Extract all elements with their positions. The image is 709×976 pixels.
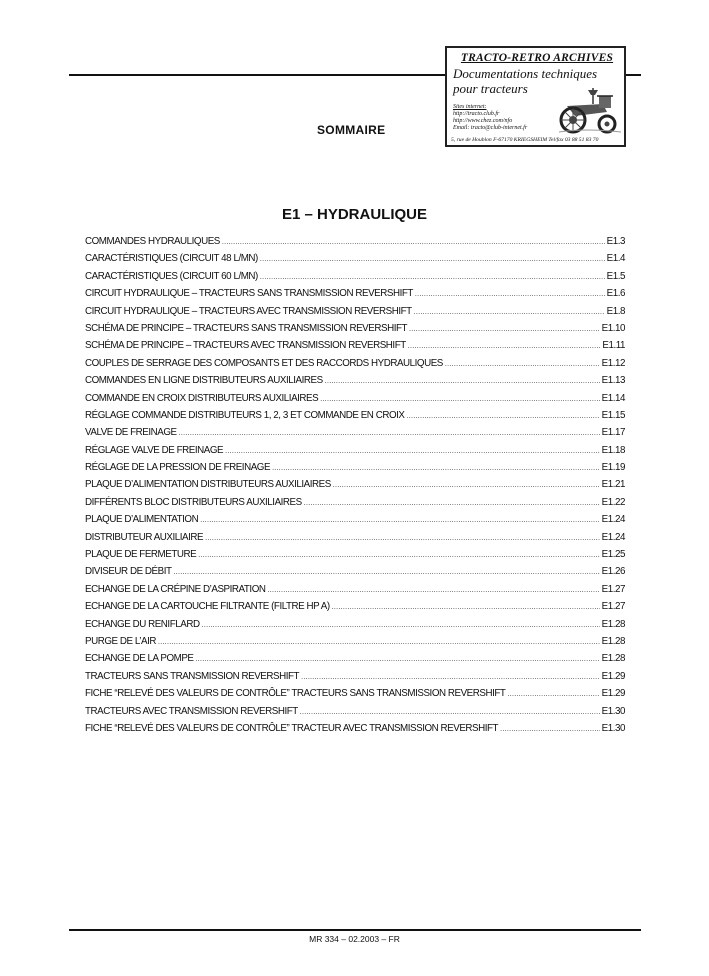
toc-entry-page: E1.5 [606,270,625,282]
toc-entry-label: ECHANGE DU RENIFLARD [85,618,200,630]
toc-entry[interactable] [85,532,625,549]
toc-leader-dots [260,253,605,264]
toc-entry[interactable] [85,497,625,514]
toc-leader-dots [225,445,600,456]
toc-entry-page: E1.11 [602,340,625,352]
toc-entry-page: E1.13 [601,375,625,387]
toc-entry[interactable] [85,288,625,305]
section-title: E1 – HYDRAULIQUE [281,206,428,223]
toc-leader-dots [325,375,600,386]
toc-leader-dots [205,532,600,543]
toc-entry[interactable] [85,636,625,653]
toc-leader-dots [200,514,599,525]
toc-entry[interactable] [85,653,625,670]
stamp-url-1: http://tracto.club.fr [453,111,500,117]
toc-leader-dots [408,340,601,351]
toc-entry-label: SCHÉMA DE PRINCIPE – TRACTEURS SANS TRANSMISSION REVERSHIFT [85,322,408,334]
toc-entry-label: FICHE “RELEVÉ DES VALEURS DE CONTRÔLE” TRACTEUR AVEC TRANSMISSION REVERSHIFT [85,722,499,734]
toc-entry[interactable] [85,393,625,410]
toc-entry[interactable] [85,358,625,375]
toc-leader-dots [222,236,605,247]
toc-leader-dots [332,601,600,612]
toc-entry-page: E1.30 [601,722,625,734]
toc-entry-label: DIFFÉRENTS BLOC DISTRIBUTEURS AUXILIAIRES [85,496,302,508]
toc-entry[interactable] [85,271,625,288]
toc-entry-label: TRACTEURS AVEC TRANSMISSION REVERSHIFT [85,705,298,717]
toc-entry-label: RÉGLAGE COMMANDE DISTRIBUTEURS 1, 2, 3 ET COMMANDE EN CROIX [85,409,405,421]
toc-entry[interactable] [85,584,625,601]
stamp-title: TRACTO-RETRO ARCHIVES [460,52,614,64]
toc-entry-page: E1.6 [606,288,625,300]
stamp-address: 5, rue de Houblon F-67170 KRIEGSHEIM Tel/fax 03 88 51 83 70 [451,137,599,143]
toc-entry-page: E1.25 [601,549,625,561]
toc-entry-page: E1.28 [601,618,625,630]
toc-entry[interactable] [85,671,625,688]
toc-entry-page: E1.4 [606,253,625,265]
toc-entry-label: CIRCUIT HYDRAULIQUE – TRACTEURS SANS TRANSMISSION REVERSHIFT [85,288,413,300]
toc-entry-label: ECHANGE DE LA CRÉPINE D’ASPIRATION [85,583,266,595]
toc-entry[interactable] [85,706,625,723]
toc-entry-label: COUPLES DE SERRAGE DES COMPOSANTS ET DES RACCORDS HYDRAULIQUES [85,357,443,369]
toc-entry[interactable] [85,619,625,636]
toc-entry[interactable] [85,236,625,253]
toc-entry[interactable] [85,549,625,566]
toc-entry-page: E1.28 [601,635,625,647]
toc-entry-page: E1.8 [606,305,625,317]
toc-entry-label: PLAQUE D’ALIMENTATION [85,514,199,526]
toc-entry[interactable] [85,427,625,444]
toc-entry[interactable] [85,688,625,705]
toc-entry-label: DIVISEUR DE DÉBIT [85,566,172,578]
toc-leader-dots [196,653,600,664]
toc-entry[interactable] [85,410,625,427]
toc-entry[interactable] [85,601,625,618]
toc-entry[interactable] [85,479,625,496]
toc-entry-label: COMMANDES EN LIGNE DISTRIBUTEURS AUXILIAIRES [85,375,323,387]
toc-entry-label: RÉGLAGE VALVE DE FREINAGE [85,444,224,456]
toc-entry-page: E1.18 [601,444,625,456]
toc-entry-label: TRACTEURS SANS TRANSMISSION REVERSHIFT [85,670,300,682]
toc-entry-page: E1.10 [601,322,625,334]
toc-entry-page: E1.15 [601,409,625,421]
toc-entry-label: COMMANDE EN CROIX DISTRIBUTEURS AUXILIAIRES [85,392,319,404]
toc-entry-page: E1.12 [601,357,625,369]
stamp-email: Email: tracto@club-internet.fr [453,125,528,131]
toc-leader-dots [198,549,599,560]
toc-entry[interactable] [85,723,625,740]
toc-leader-dots [445,358,600,369]
archive-stamp [445,46,626,147]
toc-entry-page: E1.29 [601,670,625,682]
toc-entry-page: E1.30 [601,705,625,717]
toc-entry-label: CIRCUIT HYDRAULIQUE – TRACTEURS AVEC TRANSMISSION REVERSHIFT [85,305,412,317]
toc-entry-page: E1.27 [601,601,625,613]
toc-entry-page: E1.24 [601,514,625,526]
toc-entry-label: FICHE “RELEVÉ DES VALEURS DE CONTRÔLE” TRACTEURS SANS TRANSMISSION REVERSHIFT [85,688,506,700]
toc-entry-label: ECHANGE DE LA POMPE [85,653,194,665]
toc-leader-dots [500,723,600,734]
toc-entry[interactable] [85,445,625,462]
toc-entry-label: DISTRIBUTEUR AUXILIAIRE [85,531,204,543]
toc-entry-page: E1.26 [601,566,625,578]
toc-entry[interactable] [85,340,625,357]
toc-entry-label: RÉGLAGE DE LA PRESSION DE FREINAGE [85,462,271,474]
toc-leader-dots [158,636,600,647]
toc-entry-label: PLAQUE D’ALIMENTATION DISTRIBUTEURS AUXILIAIRES [85,479,331,491]
toc-entry-page: E1.27 [601,583,625,595]
toc-entry-label: PURGE DE L’AIR [85,635,157,647]
toc-leader-dots [268,584,600,595]
toc-entry[interactable] [85,306,625,323]
toc-leader-dots [415,288,605,299]
footer-rule [69,929,641,931]
toc-entry-page: E1.28 [601,653,625,665]
toc-entry-page: E1.19 [601,462,625,474]
toc-entry[interactable] [85,514,625,531]
stamp-url-2: http://www.chez.com/nfo [453,118,513,124]
toc-leader-dots [406,410,599,421]
toc-entry-label: VALVE DE FREINAGE [85,427,177,439]
toc-leader-dots [320,393,599,404]
toc-entry-page: E1.24 [601,531,625,543]
toc-entry-page: E1.21 [601,479,625,491]
sommaire-heading: SOMMAIRE [317,123,386,137]
toc-leader-dots [202,619,600,630]
toc-entry-page: E1.3 [606,236,625,247]
toc-entry-label: COMMANDES HYDRAULIQUES [85,236,220,247]
toc-leader-dots [409,323,600,334]
toc-leader-dots [260,271,605,282]
toc-leader-dots [174,566,600,577]
toc-leader-dots [507,688,599,699]
toc-leader-dots [179,427,600,438]
toc-leader-dots [333,479,600,490]
toc-entry[interactable] [85,323,625,340]
toc-leader-dots [272,462,600,473]
stamp-subtitle-line2: pour tracteurs [453,81,528,96]
toc-entry-label: ECHANGE DE LA CARTOUCHE FILTRANTE (FILTRE HP A) [85,601,330,613]
table-of-contents [85,236,625,740]
toc-entry-page: E1.14 [601,392,625,404]
toc-entry-page: E1.29 [601,688,625,700]
toc-leader-dots [414,306,605,317]
toc-leader-dots [300,706,600,717]
toc-entry-label: PLAQUE DE FERMETURE [85,549,197,561]
toc-entry-page: E1.22 [601,496,625,508]
toc-entry[interactable] [85,375,625,392]
toc-entry-page: E1.17 [601,427,625,439]
footer-reference: MR 334 – 02.2003 – FR [309,934,400,944]
toc-entry[interactable] [85,462,625,479]
stamp-subtitle-line1: Documentations techniques [453,66,598,81]
stamp-sites-label: Sites internet: [453,104,487,110]
toc-leader-dots [304,497,600,508]
toc-entry-label: SCHÉMA DE PRINCIPE – TRACTEURS AVEC TRANSMISSION REVERSHIFT [85,340,406,352]
toc-entry-label: CARACTÉRISTIQUES (CIRCUIT 60 L/MN) [85,270,258,282]
toc-entry[interactable] [85,253,625,270]
toc-entry-label: CARACTÉRISTIQUES (CIRCUIT 48 L/MN) [85,253,258,265]
toc-leader-dots [301,671,600,682]
tractor-icon [555,86,623,136]
toc-entry[interactable] [85,566,625,583]
